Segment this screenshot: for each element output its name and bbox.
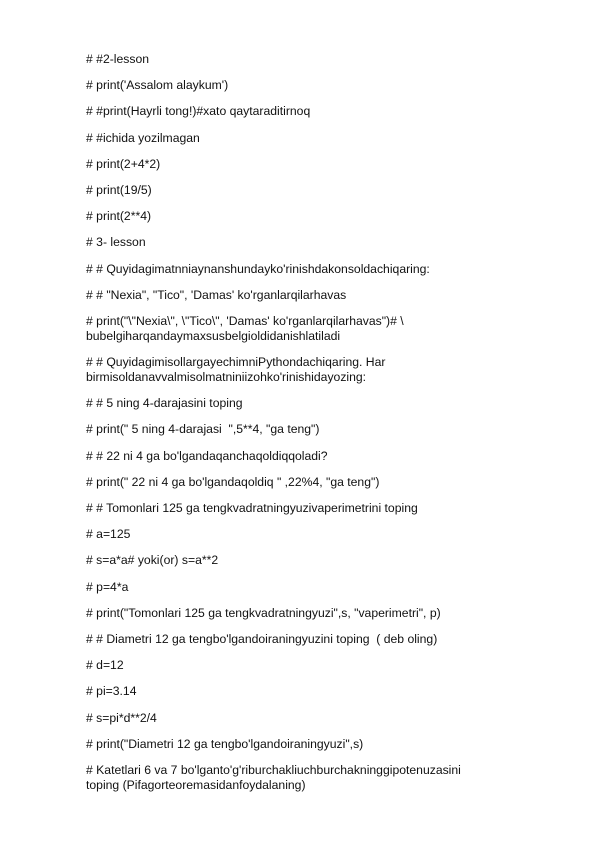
code-line: # print(" 5 ning 4-darajasi ",5**4, "ga teng") [86, 422, 320, 437]
code-line: # Katetlari 6 va 7 bo'lganto'g'riburchakliuchburchakninggipotenuzasini toping (Pifagorteoremasidanfoydalaning) [86, 762, 461, 792]
code-line: # print(19/5) [86, 182, 152, 197]
code-line: # a=125 [86, 527, 131, 542]
code-line: # pi=3.14 [86, 684, 137, 699]
code-line: # # 5 ning 4-darajasini toping [86, 396, 243, 411]
code-line: # # Tomonlari 125 ga tengkvadratningyuzivaperimetrini toping [86, 501, 418, 515]
code-line: # # 22 ni 4 ga bo'lgandaqanchaqoldiqqoladi? [86, 448, 328, 463]
code-line: # #2-lesson [86, 52, 150, 66]
code-line: # s=a*a# yoki(or) s=a**2 [86, 553, 219, 568]
code-line: # # "Nexia", "Tico", 'Damas' ko'rganlarqilarhavas [86, 287, 347, 302]
code-line: # d=12 [86, 658, 124, 673]
code-line: # print("Diametri 12 ga tengbo'lgandoiraningyuzi",s) [86, 736, 364, 751]
code-line: # p=4*a [86, 579, 129, 594]
code-line: # # QuyidagimisollargayechimniPythondachiqaring. Har birmisoldanavvalmisolmatniniizohko'rinishidayozing: [86, 355, 386, 385]
code-line: # print(2+4*2) [86, 156, 161, 171]
code-line: # #ichida yozilmagan [86, 130, 200, 145]
code-line: # s=pi*d**2/4 [86, 710, 157, 725]
code-line: # print('Assalom alaykum') [86, 78, 229, 93]
code-line: # # Diametri 12 ga tengbo'lgandoiraningyuzini toping ( deb oling) [86, 631, 438, 646]
code-line: # print(" 22 ni 4 ga bo'lgandaqoldiq " ,22%4, "ga teng") [86, 474, 380, 489]
code-line: # print("Tomonlari 125 ga tengkvadratningyuzi",s, "vaperimetri", p) [86, 605, 441, 620]
code-line: # print("\"Nexia\", \"Tico\", 'Damas' ko'rganlarqilarhavas")# \ bubelgiharqandaymaxsusbelgioldidanishlatiladi [86, 313, 404, 343]
code-text-block [86, 52, 546, 804]
code-line: # #print(Hayrli tong!)#xato qaytaraditirnoq [86, 104, 311, 119]
code-line: # 3- lesson [86, 235, 146, 250]
code-line: # print(2**4) [86, 209, 152, 224]
code-line: # # Quyidagimatnniaynanshundayko'rinishdakonsoldachiqaring: [86, 261, 430, 276]
